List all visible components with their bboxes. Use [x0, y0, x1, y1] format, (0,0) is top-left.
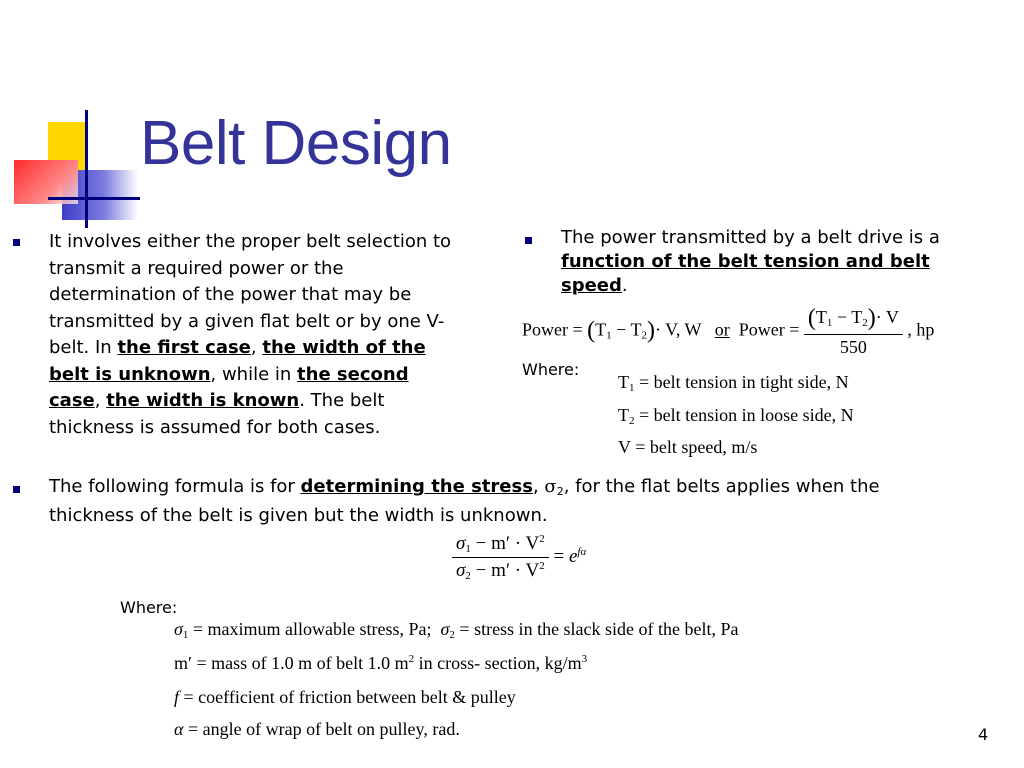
slide-title: Belt Design	[140, 109, 452, 178]
slide-logo-decoration	[0, 0, 140, 230]
sigma-definitions: $\sigma_1$ = maximum allowable stress, Pa; $\sigma_2$ = stress in the slack side of the belt, Pa	[174, 619, 739, 641]
bullet-1-text: It involves either the proper belt selection to transmit a required power or the determination of the power that may be transmitted by a given flat belt or by one V- belt. In the first case, the width of the belt is unknown, while in the second case, the width is known. The belt thickness is assumed for both cases.	[49, 231, 452, 438]
where-label-1: Where:	[522, 360, 580, 379]
page-number: 4	[978, 725, 989, 744]
logo-horizontal-line	[48, 197, 140, 200]
bullet-marker	[13, 239, 20, 246]
logo-vertical-line	[85, 110, 88, 228]
bullet-3-text: The following formula is for determining the stress, $\sigma_2$, for the flat belts applies when the thickness of the belt is given but the width is unknown.	[49, 476, 880, 526]
bullet-marker	[525, 237, 532, 244]
m-definition: m′ = mass of 1.0 m of belt 1.0 $m^2$ in cross- section, $kg/m^3$	[174, 653, 588, 673]
v-definition: V = belt speed, m/s	[618, 437, 758, 457]
t2-definition: $T_2$ = belt tension in loose side, N	[618, 405, 854, 427]
f-definition: f = coefficient of friction between belt & pulley	[174, 687, 516, 707]
power-formula: Power = $(T_1 - T_2)\cdot V$, W or Power = $\frac{(T_1 - T_2)\cdot V}{550}$ , hp	[522, 305, 935, 357]
alpha-definition: α = angle of wrap of belt on pulley, rad.	[174, 719, 460, 739]
t1-definition: $T_1$ = belt tension in tight side, N	[618, 372, 849, 394]
bullet-marker	[13, 486, 20, 493]
where-label-2: Where:	[120, 598, 178, 617]
bullet-2-text: The power transmitted by a belt drive is a function of the belt tension and belt speed.	[561, 227, 940, 296]
stress-formula: $\frac{\sigma_1 - m' \cdot V^2}{\sigma_2 - m' \cdot V^2}$ = $e^{f\alpha}$	[452, 533, 586, 582]
